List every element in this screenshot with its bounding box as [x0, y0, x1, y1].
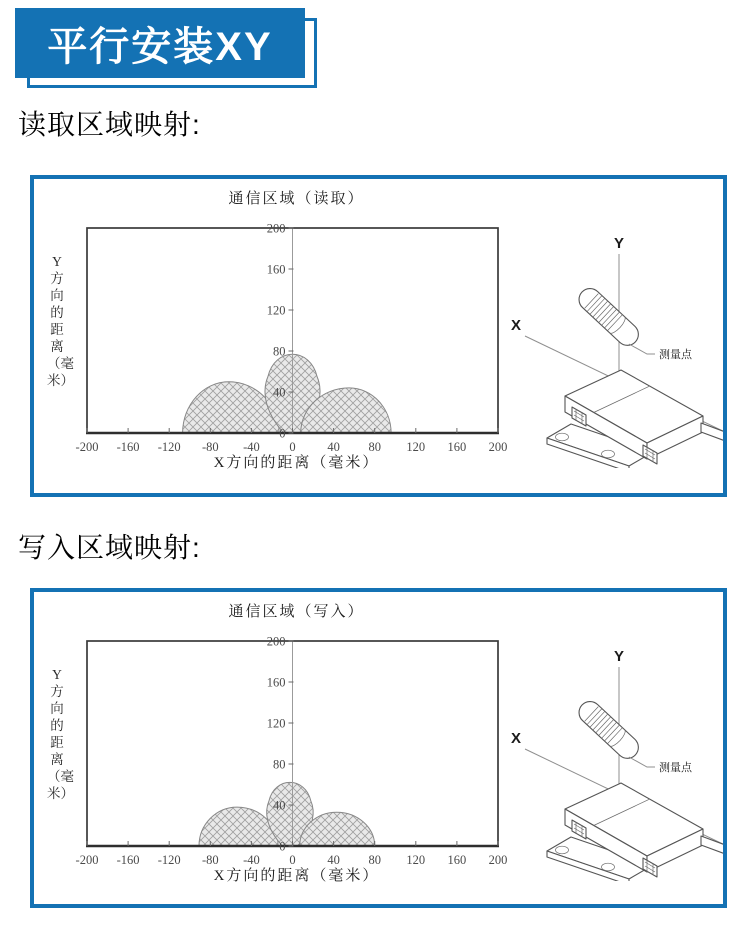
svg-text:-160: -160 [116, 440, 140, 454]
svg-text:200: 200 [266, 634, 286, 649]
page-header-banner [15, 8, 305, 78]
svg-text:80: 80 [273, 757, 286, 772]
illus-y-axis-label: Y [613, 235, 625, 252]
svg-text:200: 200 [488, 853, 508, 867]
illus-x-axis-label: X [510, 317, 522, 334]
section-heading-read: 读取区域映射: [18, 109, 201, 140]
svg-text:120: 120 [406, 440, 426, 454]
svg-text:80: 80 [273, 344, 286, 359]
chart-title-write: 通信区域（写入） [228, 604, 365, 620]
svg-text:-80: -80 [201, 853, 219, 867]
svg-text:80: 80 [368, 440, 381, 454]
svg-text:-160: -160 [116, 853, 140, 867]
read-region-plot [57, 219, 531, 457]
svg-text:0: 0 [289, 853, 296, 867]
svg-text:120: 120 [406, 853, 426, 867]
svg-text:-40: -40 [243, 853, 260, 867]
read-region-chart-panel [30, 175, 727, 497]
measure-point-tag [575, 284, 643, 350]
svg-text:0: 0 [289, 440, 296, 454]
svg-text:80: 80 [368, 853, 381, 867]
svg-text:120: 120 [266, 303, 286, 318]
illus-y-axis-label: Y [613, 648, 625, 665]
sensor-illustration [495, 216, 727, 468]
svg-text:40: 40 [327, 853, 340, 867]
x-axis-label: X方向的距离（毫米） [213, 868, 380, 884]
svg-text:160: 160 [266, 675, 286, 690]
write-region-plot [57, 632, 531, 870]
x-axis-label: X方向的距离（毫米） [213, 455, 380, 471]
svg-text:-80: -80 [201, 440, 219, 454]
svg-text:200: 200 [488, 440, 508, 454]
y-axis-label: Y方向的距离（毫米） [47, 254, 74, 388]
svg-text:0: 0 [279, 839, 286, 854]
measure-point-label: 测量点 [659, 762, 692, 774]
svg-text:0: 0 [279, 426, 286, 441]
sensor-device-drawing [547, 783, 727, 881]
svg-text:160: 160 [447, 853, 467, 867]
svg-text:-120: -120 [157, 853, 181, 867]
svg-text:-40: -40 [243, 440, 260, 454]
measure-point-tag [575, 697, 643, 763]
leader-line [629, 344, 655, 354]
svg-text:160: 160 [266, 262, 286, 277]
svg-text:-200: -200 [75, 853, 99, 867]
sensor-illustration [495, 629, 727, 881]
illus-x-axis-label: X [510, 730, 522, 747]
svg-text:-120: -120 [157, 440, 181, 454]
section-heading-write: 写入区域映射: [18, 532, 201, 563]
write-region-chart-panel [30, 588, 727, 908]
sensor-device-drawing [547, 370, 727, 468]
leader-line [629, 757, 655, 767]
svg-text:160: 160 [447, 440, 467, 454]
chart-title-read: 通信区域（读取） [228, 191, 365, 207]
page-title: 平行安装XY [47, 24, 273, 69]
svg-text:-200: -200 [75, 440, 99, 454]
measure-point-label: 测量点 [659, 349, 692, 361]
y-axis-label: Y方向的距离（毫米） [47, 667, 74, 801]
svg-text:120: 120 [266, 716, 286, 731]
svg-text:40: 40 [273, 798, 286, 813]
svg-text:40: 40 [273, 385, 286, 400]
svg-text:200: 200 [266, 221, 286, 236]
svg-text:40: 40 [327, 440, 340, 454]
